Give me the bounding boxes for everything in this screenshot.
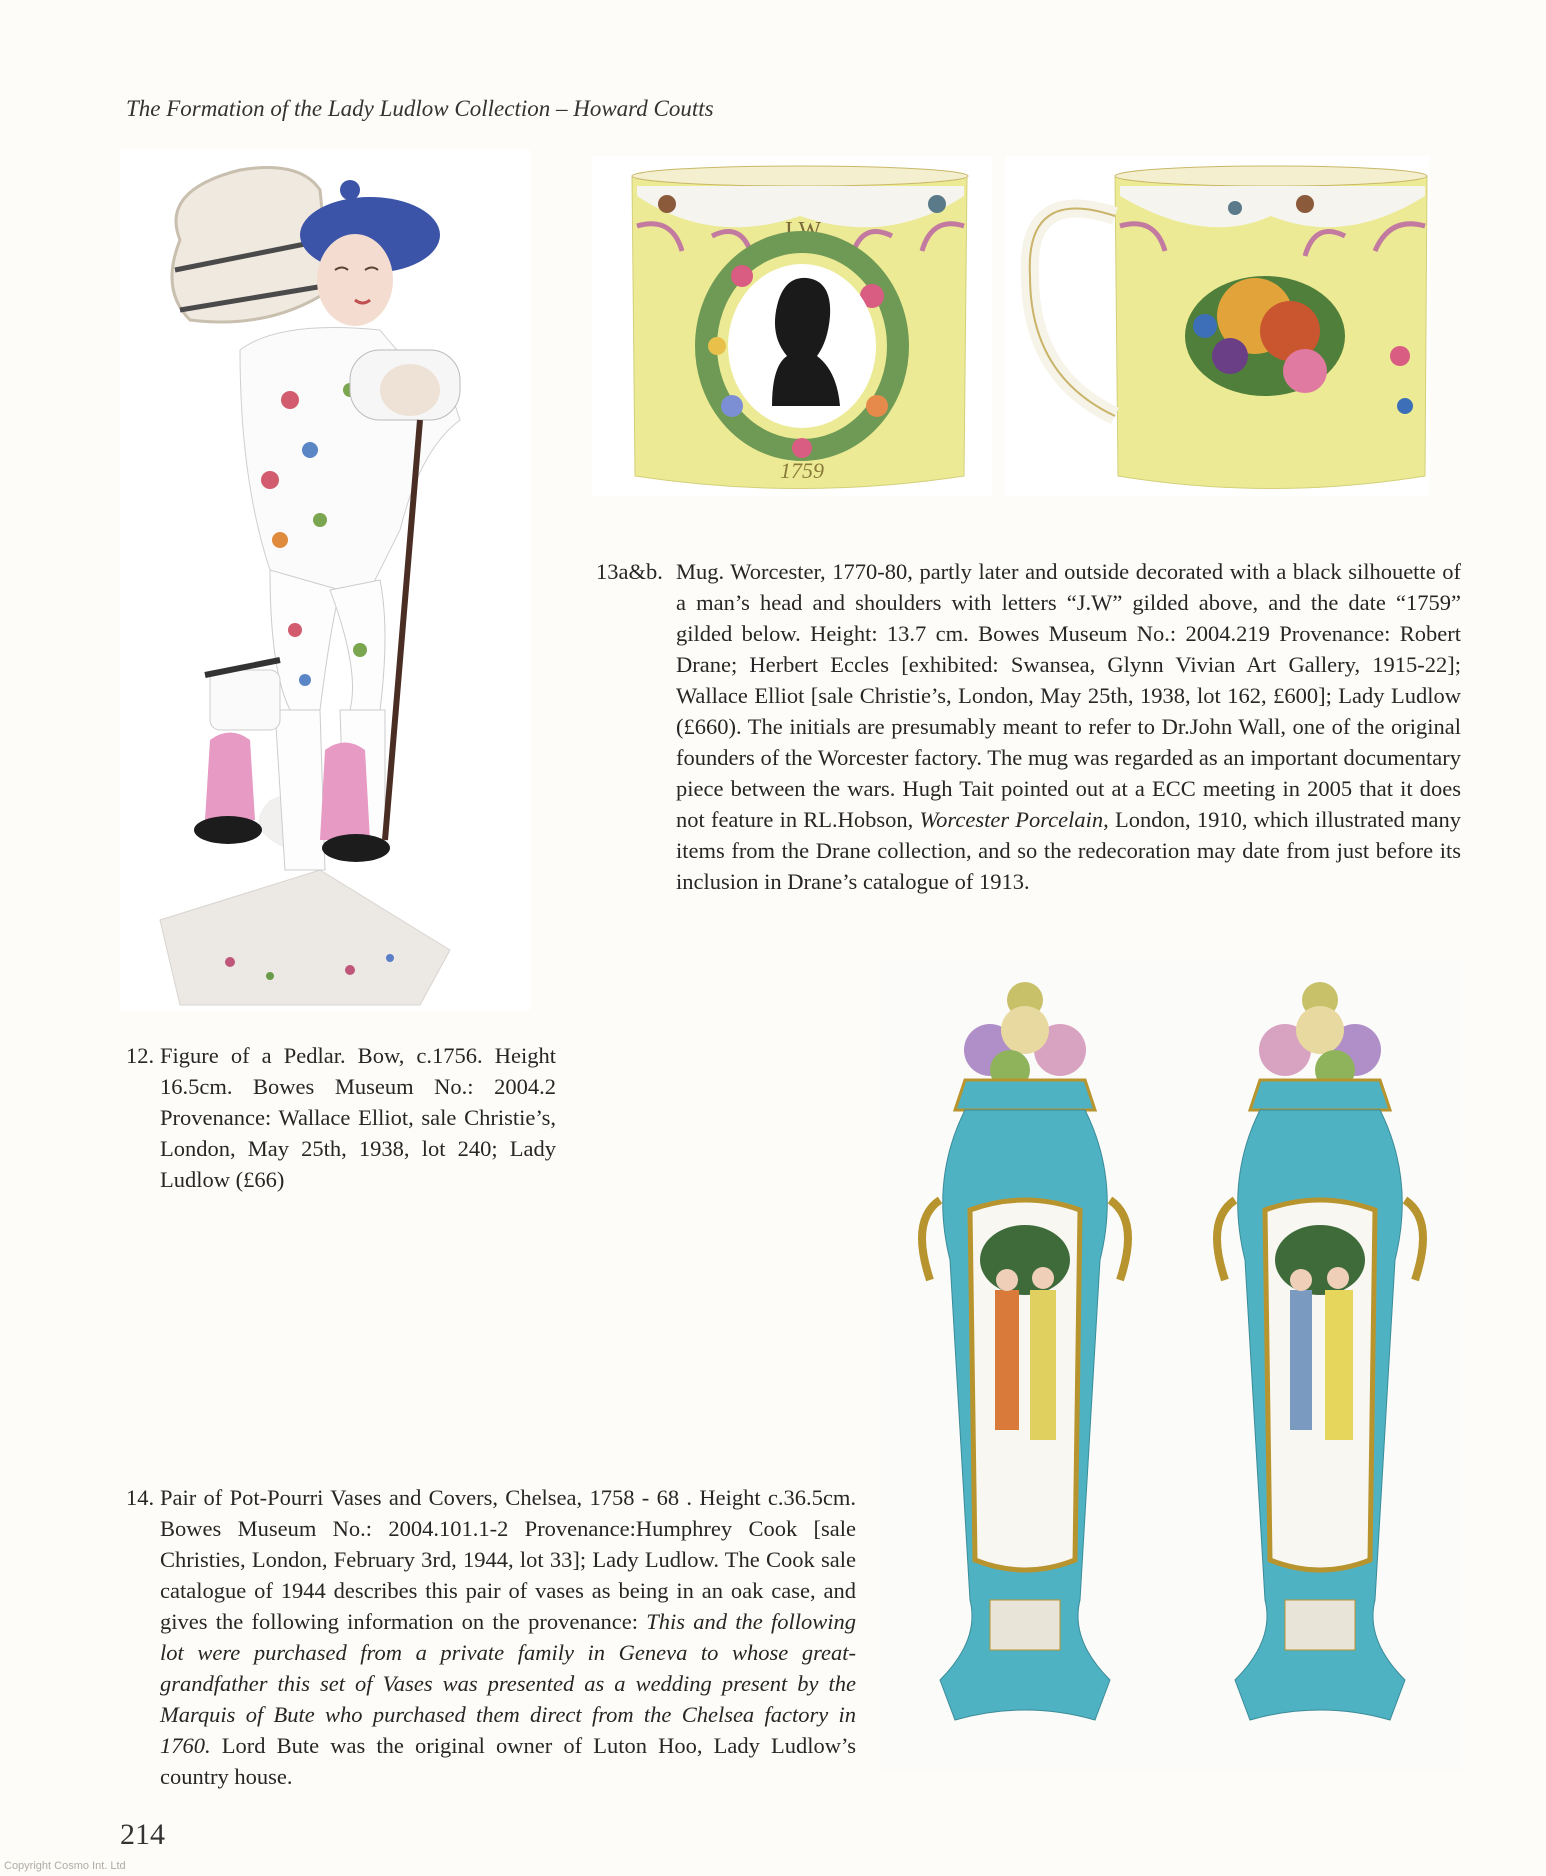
left-vase	[922, 982, 1128, 1720]
running-title: The Formation of the Lady Ludlow Collection – Howard Coutts	[126, 96, 714, 121]
copyright-watermark: Copyright Cosmo Int. Ltd	[4, 1860, 126, 1872]
figure-12-number: 12.	[126, 1043, 155, 1068]
figure-12-caption	[126, 1040, 556, 1195]
figure-13-number: 13a&b.	[596, 559, 663, 584]
figure-12-text: Figure of a Pedlar. Bow, c.1756. Height 16.5cm. Bowes Museum No.: 2004.2 Provenance: Wallace Elliot, sale Christie’s, London, May 25th, 1938, lot 240; Lady Ludlow (£66)	[160, 1043, 556, 1192]
mug-initials: J.W	[783, 218, 821, 244]
page-number: 214	[120, 1818, 165, 1851]
figure-13-caption	[596, 556, 1461, 897]
figure-13-text-italic: Worcester Porcelain	[919, 807, 1104, 832]
figure-14-text-part1: Pair of Pot-Pourri Vases and Covers, Chelsea, 1758 - 68 . Height c.36.5cm. Bowes Museum No.: 2004.101.1-2 Provenance:Humphrey Cook [sale Christies, London, February 3rd, 1944, lot 33]; Lady Ludlow. The Cook sale catalogue of 1944 describes this pair of vases as being in an oak case, and gives the following information on the provenance:	[160, 1485, 856, 1634]
figure-14-caption	[126, 1482, 856, 1792]
figure-14-text-italic: This and the following lot were purchased from a private family in Geneva to whose great-grandfather this set of Vases was presented as a wedding present by the Marquis of Bute who purchased them direct from the Chelsea factory in 1760.	[160, 1609, 856, 1758]
figure-14-text-part2: Lord Bute was the original owner of Luton Hoo, Lady Ludlow’s country house.	[160, 1733, 856, 1789]
figure-13-text-part1: Mug. Worcester, 1770-80, partly later and outside decorated with a black silhouette of a man’s head and shoulders with letters “J.W” gilded above, and the date “1759” gilded below. Height: 13.7 cm. Bowes Museum No.: 2004.219 Provenance: Robert Drane; Herbert Eccles [exhibited: Swansea, Glynn Vivian Art Gallery, 1915-22]; Wallace Elliot [sale Christie’s, London, May 25th, 1938, lot 162, £600]; Lady Ludlow (£660). The initials are presumably meant to refer to Dr.John Wall, one of the original founders of the Worcester factory. The mug was regarded as an important documentary piece between the wars. Hugh Tait pointed out at a ECC meeting in 2005 that it does not feature in RL.Hobson,	[676, 559, 1461, 832]
right-vase	[1217, 982, 1423, 1720]
figure-14-number: 14.	[126, 1485, 155, 1510]
vases-photo	[880, 960, 1462, 1772]
mug-photo-silhouette	[592, 156, 992, 496]
mug-date: 1759	[780, 458, 824, 483]
mug-photo-fruit	[1005, 156, 1430, 496]
figure-13-text-part2: , London, 1910, which illustrated many items from the Drane collection, and so the redecoration may date from just before its inclusion in Drane’s catalogue of 1913.	[676, 807, 1461, 894]
pedlar-figure-photo	[120, 150, 530, 1010]
